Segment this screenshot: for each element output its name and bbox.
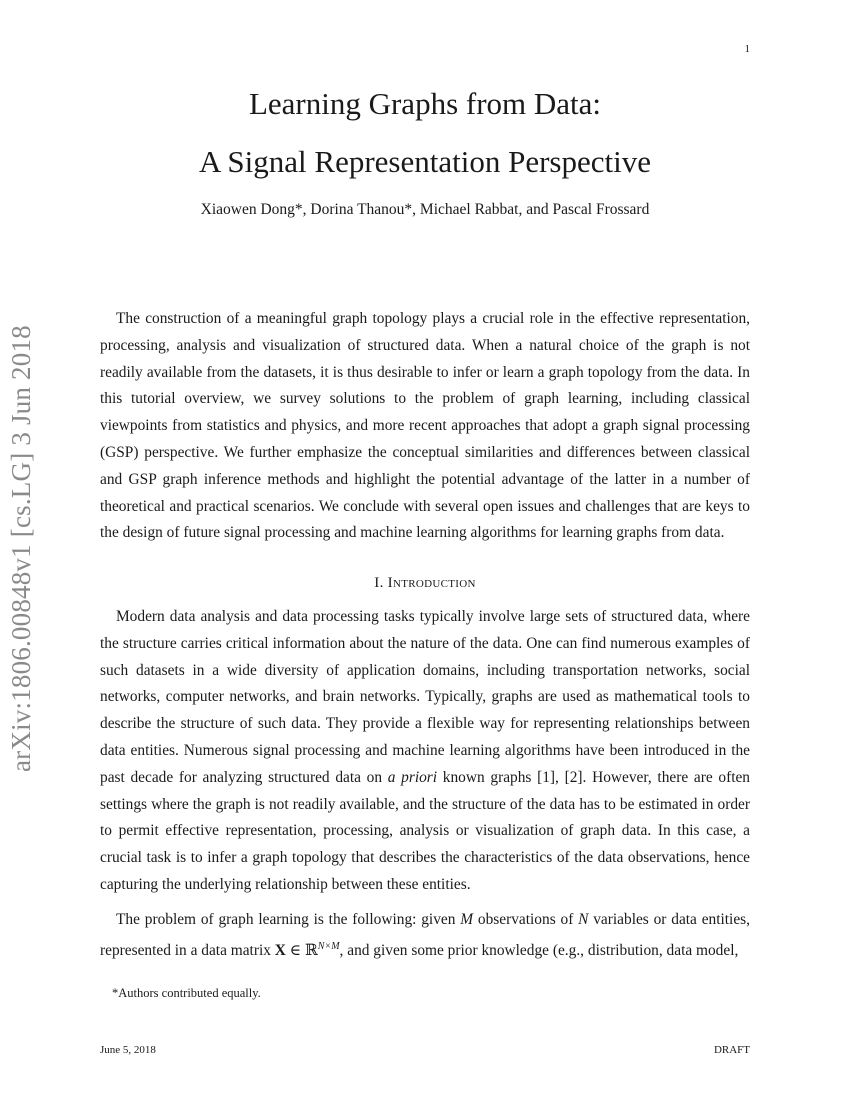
math-dimensions: N×M [317,940,340,952]
arxiv-identifier: arXiv:1806.00848v1 [cs.LG] 3 Jun 2018 [6,325,36,772]
math-variable-n: N [578,911,589,928]
paper-title-line-2: A Signal Representation Perspective [199,144,651,179]
paragraph-text: The problem of graph learning is the following: given [116,911,461,928]
paragraph-text: variables or data entities, represented in a data matrix [100,911,750,959]
introduction-paragraph-2 [100,907,750,965]
section-heading-introduction: I. Introduction [374,575,476,591]
paragraph-text: observations of [473,911,579,928]
math-real-set: ∈ ℝ [285,941,318,959]
emphasis-a-priori: a priori [387,768,438,786]
footnote: *Authors contributed equally. [112,986,261,1000]
paragraph-text: known graphs [1], [2]. However, there are often settings where the graph is not readily available, and the structure of the data has to be estimated in order to permit effective representation, processing, analysis or visualization of graph data. In this case, a crucial task is to infer a graph topology that describes the characteristics of the data observations, hence capturing the underlying relationship between these entities. [100,768,751,893]
introduction-paragraph-1 [100,604,750,899]
author-list: Xiaowen Dong*, Dorina Thanou*, Michael Rabbat, and Pascal Frossard [200,201,650,218]
paragraph-text: , and given some prior knowledge (e.g., distribution, data model, [339,941,739,959]
abstract: The construction of a meaningful graph topology plays a crucial role in the effective representation, processing, analysis and visualization of structured data. When a natural choice of the graph is not readily available from the datasets, it is thus desirable to infer or learn a graph topology from the data. In this tutorial overview, we survey solutions to the problem of graph learning, including classical viewpoints from statistics and physics, and more recent approaches that adopt a graph signal processing (GSP) perspective. We further emphasize the conceptual similarities and differences between classical and GSP graph inference methods and highlight the potential advantage of the latter in a number of theoretical and practical scenarios. We conclude with several open issues and challenges that are keys to the design of future signal processing and machine learning algorithms for learning graphs from data. [100,310,750,542]
math-variable-m: M [460,911,474,928]
paper-title-line-1: Learning Graphs from Data: [248,86,602,121]
page-number: 1 [744,43,750,55]
paragraph-text: Modern data analysis and data processing tasks typically involve large sets of structured data, where the structure carries critical information about the nature of the data. One can find numerous examples of such datasets in a wide diversity of application domains, including transportation networks, social networks, computer networks, and brain networks. Typically, graphs are used as mathematical tools to describe the structure of such data. They provide a flexible way for representing relationships between data entities. Numerous signal processing and machine learning algorithms have been introduced in the past decade for analyzing structured data on [100,608,750,786]
footer-draft-label: DRAFT [713,1044,750,1056]
math-matrix-x: X [274,941,286,959]
footer-date: June 5, 2018 [100,1044,156,1056]
